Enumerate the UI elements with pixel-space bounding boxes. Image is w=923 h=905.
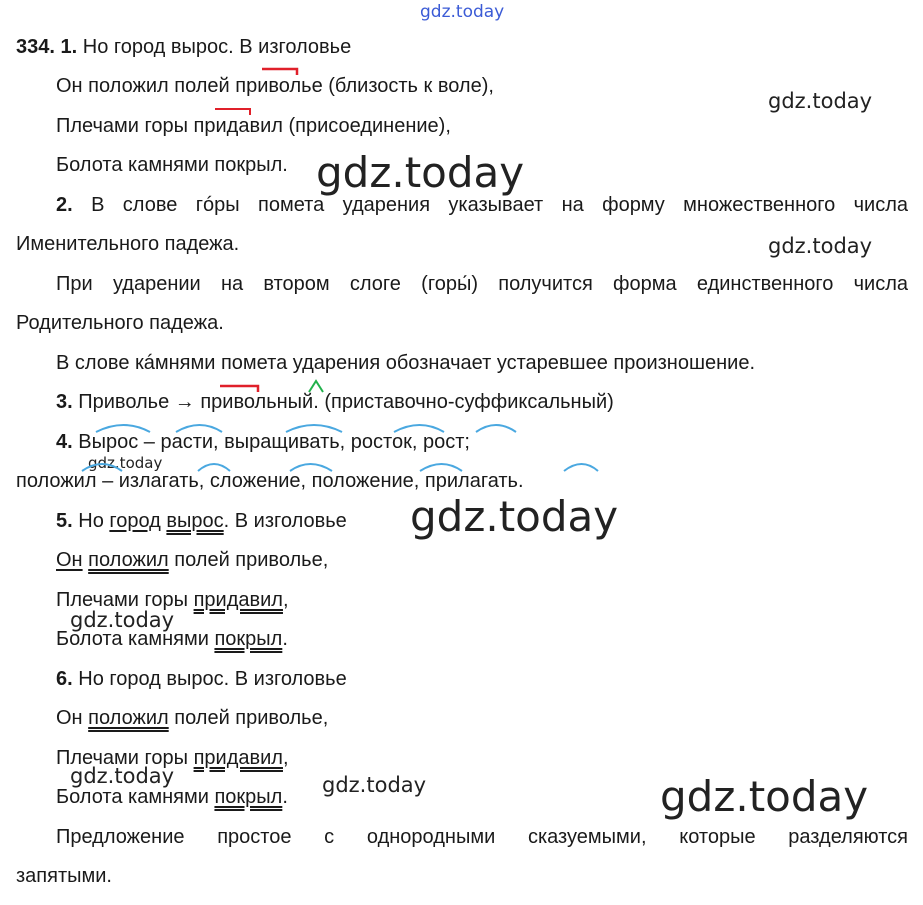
root-arc xyxy=(564,464,598,471)
part-number: 5. xyxy=(56,510,73,532)
prefix-mark xyxy=(220,386,258,392)
root-arc xyxy=(96,425,150,432)
subject-word: Он xyxy=(56,549,83,571)
part-number: 6. xyxy=(56,668,73,690)
part-number: 4. xyxy=(56,431,73,453)
word: . xyxy=(282,628,288,650)
root-arc xyxy=(476,425,516,432)
root-arc xyxy=(82,464,122,471)
root-arc xyxy=(394,425,444,432)
verse-line: Он положил полей приволье (близость к воле), xyxy=(56,75,494,97)
part-number: 1. xyxy=(60,36,78,58)
watermark: gdz.today xyxy=(768,234,873,258)
part-number: 3. xyxy=(56,391,73,413)
task-number: 334. xyxy=(16,36,55,58)
verse-line: Болота камнями покрыл. xyxy=(56,154,288,176)
prefix-mark xyxy=(262,69,297,75)
watermark: gdz.today xyxy=(70,764,175,788)
root-arc xyxy=(420,464,462,471)
predicate-word: придавил xyxy=(193,747,283,769)
word: полей приволье, xyxy=(174,707,329,729)
watermark: gdz.today xyxy=(88,454,163,472)
word: полей приволье, xyxy=(174,549,329,571)
word: Болота камнями xyxy=(56,628,209,650)
watermark: gdz.today xyxy=(768,89,873,113)
paragraph-line: запятыми. xyxy=(16,865,112,887)
predicate-word: положил xyxy=(88,549,169,571)
root-arc xyxy=(198,464,230,471)
paragraph-line: Предложение простое с однородными сказуемыми, которые разделяются xyxy=(56,826,908,848)
word: Но xyxy=(78,510,104,532)
watermark-large: gdz.today xyxy=(660,772,869,821)
paragraph-line: В слове кáмнями помета ударения обозначает устаревшее произношение. xyxy=(56,352,756,374)
word: . xyxy=(282,786,288,808)
root-arc xyxy=(286,425,342,432)
predicate-word: положил xyxy=(88,707,169,729)
predicate-word: покрыл xyxy=(214,786,283,808)
paragraph-line: Именительного падежа. xyxy=(16,233,240,255)
paragraph-line: положил – излагать, сложение, положение, прилагать. xyxy=(16,470,524,492)
watermark-large: gdz.today xyxy=(410,492,619,541)
verse-line: Но город вырос. В изголовье xyxy=(82,36,352,58)
watermark: gdz.today xyxy=(322,773,427,797)
predicate-word: вырос xyxy=(166,510,224,532)
watermark: gdz.today xyxy=(70,608,175,632)
prefix-mark xyxy=(215,109,250,115)
paragraph-line: При ударении на втором слоге (горы́) получится форма единственного числа xyxy=(56,273,908,295)
verse-text: Но город вырос. В изголовье xyxy=(78,668,347,690)
predicate-word: покрыл xyxy=(214,628,283,650)
watermark-large: gdz.today xyxy=(316,148,525,197)
part-number: 2. xyxy=(56,194,73,216)
word: , xyxy=(282,589,289,611)
paragraph-text: В слове гóры помета ударения указывает на форму множественного числа xyxy=(91,194,908,216)
root-arc xyxy=(176,425,222,432)
word: Болота камнями xyxy=(56,786,209,808)
paragraph-line: Родительного падежа. xyxy=(16,312,224,334)
word: Плечами горы xyxy=(56,747,189,769)
suffix-mark xyxy=(309,381,323,392)
word: , xyxy=(282,747,289,769)
word: Он xyxy=(56,707,83,729)
paragraph-text: Вырос – расти, выращивать, росток, рост; xyxy=(78,431,470,453)
verse-line: Плечами горы придавил (присоединение), xyxy=(56,115,451,137)
root-arc xyxy=(290,464,332,471)
watermark-top: gdz.today xyxy=(420,2,505,22)
subject-word: город xyxy=(109,510,161,532)
word: Плечами горы xyxy=(56,589,189,611)
word: . В изголовье xyxy=(223,510,347,532)
predicate-word: придавил xyxy=(193,589,283,611)
paragraph-text: Приволье → привольный. (приставочно-суффиксальный) xyxy=(78,391,614,413)
